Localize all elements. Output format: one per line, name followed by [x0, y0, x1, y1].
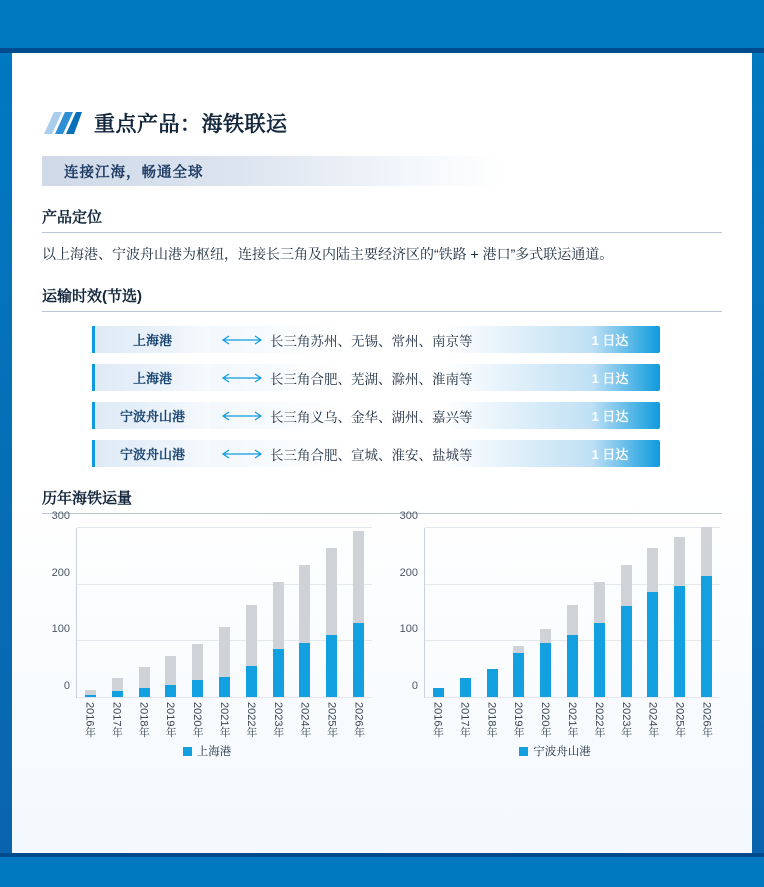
bar-segment-total [192, 644, 203, 680]
x-axis-tick-label: 2025年 [673, 702, 686, 738]
bar-cell [211, 627, 238, 697]
route-destination: 长三角合肥、宣城、淮安、盐城等 [270, 447, 473, 463]
y-axis-tick-label: 200 [399, 566, 418, 579]
bar-segment-total [674, 537, 685, 586]
x-axis-tick-label: 2023年 [271, 702, 284, 738]
x-axis-tick-label: 2021年 [217, 702, 230, 738]
x-axis-tick [532, 698, 559, 737]
bar-segment-port [246, 666, 257, 697]
stacked-bar [139, 667, 150, 697]
header-bar [0, 0, 764, 48]
bar-segment-port [219, 677, 230, 697]
bar-segment-total [139, 667, 150, 688]
bar-segment-total [621, 565, 632, 606]
x-axis-tick [505, 698, 532, 737]
x-axis-tick [318, 698, 345, 737]
route-row [92, 364, 660, 391]
legend-swatch [519, 747, 528, 756]
bar-segment-port [647, 592, 658, 697]
pages-mark-icon [42, 108, 84, 138]
stacked-bar [219, 627, 230, 697]
x-axis-tick-label: 2016年 [83, 702, 96, 738]
bar-segment-total [299, 565, 310, 643]
stacked-bar [540, 629, 551, 697]
subtitle-text: 连接江海，畅通全球 [64, 164, 204, 181]
stacked-bar [594, 582, 605, 697]
bar-segment-total [567, 605, 578, 635]
y-axis-tick-label: 300 [51, 510, 70, 522]
bar-segment-total [326, 548, 337, 635]
stacked-bar [85, 690, 96, 697]
bar-cell [640, 548, 667, 697]
route-list [92, 326, 722, 467]
x-axis-tick [451, 698, 478, 737]
x-axis-tick [666, 698, 693, 737]
bar-segment-port [513, 653, 524, 697]
right-edge-bar [752, 53, 764, 853]
x-axis-tick-label: 2017年 [458, 702, 471, 738]
bar-cell [345, 531, 372, 697]
y-axis-tick-label: 100 [51, 623, 70, 636]
bidirectional-arrow-icon [220, 440, 264, 467]
route-origin: 上海港 [92, 364, 210, 391]
bar-cell [425, 688, 452, 697]
bar-cell [292, 565, 319, 697]
bar-segment-port [594, 623, 605, 697]
route-origin: 宁波舟山港 [92, 440, 210, 467]
x-axis-tick [184, 698, 211, 737]
gridline [63, 680, 372, 698]
bar-cell [131, 667, 158, 697]
stacked-bar [513, 646, 524, 697]
bar-segment-total [513, 646, 524, 653]
page-title-row [42, 108, 722, 138]
x-axis-tick [130, 698, 157, 737]
bar-segment-total [701, 527, 712, 576]
bar-segment-port [273, 649, 284, 697]
route-origin: 宁波舟山港 [92, 402, 210, 429]
x-axis-tick [424, 698, 451, 737]
bar-cell [238, 605, 265, 697]
stacked-bar [460, 678, 471, 697]
y-axis-tick-label: 0 [63, 680, 70, 692]
stacked-bar [112, 678, 123, 697]
x-axis-tick [559, 698, 586, 737]
bar-segment-port [433, 688, 444, 697]
x-axis-tick-label: 2020年 [539, 702, 552, 738]
x-axis-tick-label: 2026年 [352, 702, 365, 738]
x-axis-tick [291, 698, 318, 737]
bar-cell [77, 690, 104, 697]
stacked-bar [299, 565, 310, 697]
x-axis-tick-label: 2021年 [565, 702, 578, 738]
x-axis-tick-label: 2018年 [137, 702, 150, 738]
x-axis-tick [612, 698, 639, 737]
stacked-bar [192, 644, 203, 697]
bar-segment-port [353, 623, 364, 697]
x-axis-tick-label: 2018年 [485, 702, 498, 738]
bar-cell [104, 678, 131, 697]
bar-segment-total [540, 629, 551, 643]
bar-segment-port [701, 576, 712, 697]
x-axis-tick [345, 698, 372, 737]
left-edge-bar [0, 53, 12, 853]
chart-shanghai [42, 510, 372, 759]
legend-label: 宁波舟山港 [533, 746, 591, 759]
y-axis-tick-label: 200 [51, 566, 70, 579]
legend-swatch [183, 747, 192, 756]
bar-segment-total [353, 531, 364, 623]
route-eta: 1 日达 [591, 447, 629, 462]
stacked-bar [433, 688, 444, 697]
x-axis-tick [157, 698, 184, 737]
bar-cell [505, 646, 532, 697]
stacked-bar [165, 656, 176, 697]
x-axis-tick-label: 2023年 [619, 702, 632, 738]
bar-segment-port [85, 695, 96, 697]
section-volume [42, 487, 722, 759]
page-content [42, 108, 722, 759]
section-positioning-heading: 产品定位 [42, 206, 722, 233]
x-axis-tick [478, 698, 505, 737]
chart-shanghai-legend [42, 743, 372, 759]
stacked-bar [621, 565, 632, 697]
bar-segment-port [674, 586, 685, 697]
bar-cell [452, 678, 479, 697]
y-axis-tick-label: 300 [399, 510, 418, 522]
x-axis-tick [103, 698, 130, 737]
section-volume-heading: 历年海铁运量 [42, 487, 722, 514]
bar-cell [586, 582, 613, 697]
stacked-bar [326, 548, 337, 697]
x-axis-tick-label: 2017年 [110, 702, 123, 738]
x-axis-tick [76, 698, 103, 737]
bar-segment-port [139, 688, 150, 697]
y-axis-tick-label: 0 [411, 680, 418, 692]
bar-segment-total [112, 678, 123, 691]
section-positioning-body: 以上海港、宁波舟山港为枢纽，连接长三角及内陆主要经济区的“铁路 + 港口”多式联运通道。 [42, 246, 614, 262]
x-axis-tick-label: 2024年 [298, 702, 311, 738]
stacked-bar [487, 669, 498, 697]
bar-cell [613, 565, 640, 697]
footer-bar [0, 857, 764, 887]
route-eta: 1 日达 [591, 333, 629, 348]
route-eta: 1 日达 [591, 409, 629, 424]
page-title: 重点产品：海铁联运 [94, 113, 288, 136]
x-axis-tick-label: 2019年 [164, 702, 177, 738]
header-accent-line [0, 48, 764, 53]
bar-segment-total [165, 656, 176, 685]
bar-cell [157, 656, 184, 697]
y-axis-tick-label: 100 [399, 623, 418, 636]
bar-segment-port [460, 678, 471, 697]
bar-cell [532, 629, 559, 697]
bar-segment-port [192, 680, 203, 697]
stacked-bar [647, 548, 658, 697]
stacked-bar [567, 605, 578, 697]
x-axis-tick-label: 2024年 [646, 702, 659, 738]
x-axis-tick [693, 698, 720, 737]
bidirectional-arrow-icon [220, 402, 264, 429]
gridline [411, 680, 720, 698]
x-axis-tick [211, 698, 238, 737]
stacked-bar [674, 537, 685, 697]
route-destination: 长三角合肥、芜湖、滁州、淮南等 [270, 371, 473, 387]
route-row [92, 402, 660, 429]
bar-segment-port [112, 691, 123, 697]
bar-cell [318, 548, 345, 697]
bar-segment-port [326, 635, 337, 697]
bar-segment-port [540, 643, 551, 697]
bidirectional-arrow-icon [220, 364, 264, 391]
section-positioning [42, 206, 722, 265]
stacked-bar [273, 582, 284, 697]
route-destination: 长三角义乌、金华、湖州、嘉兴等 [270, 409, 473, 425]
bar-segment-total [594, 582, 605, 623]
chart-ningbo-legend [390, 743, 720, 759]
stacked-bar [246, 605, 257, 697]
route-row [92, 326, 660, 353]
stacked-bar [353, 531, 364, 697]
bar-group [77, 528, 372, 697]
x-axis-tick-label: 2016年 [431, 702, 444, 738]
x-axis-tick-label: 2025年 [325, 702, 338, 738]
legend-label: 上海港 [196, 746, 232, 759]
x-axis-tick [237, 698, 264, 737]
bar-cell [479, 669, 506, 697]
route-origin: 上海港 [92, 326, 210, 353]
chart-ningbo [390, 510, 720, 759]
route-row [92, 440, 660, 467]
x-axis-tick-label: 2019年 [512, 702, 525, 738]
subtitle-band [42, 156, 504, 186]
bar-cell [265, 582, 292, 697]
bar-segment-total [219, 627, 230, 676]
chart-shanghai-plot [51, 510, 372, 698]
bar-cell [559, 605, 586, 697]
stacked-bar [701, 527, 712, 697]
x-axis-tick [585, 698, 612, 737]
bar-group [425, 528, 720, 697]
route-destination: 长三角苏州、无锡、常州、南京等 [270, 333, 473, 349]
chart-ningbo-x-labels [424, 698, 720, 737]
route-eta: 1 日达 [591, 371, 629, 386]
section-transit-heading: 运输时效(节选) [42, 285, 722, 312]
bar-segment-total [647, 548, 658, 592]
x-axis-tick-label: 2020年 [191, 702, 204, 738]
bar-cell [184, 644, 211, 697]
bar-segment-port [165, 685, 176, 697]
chart-shanghai-x-labels [76, 698, 372, 737]
bar-cell [666, 537, 693, 697]
charts-container [42, 510, 722, 759]
bar-cell [693, 527, 720, 697]
x-axis-tick-label: 2022年 [592, 702, 605, 738]
chart-ningbo-plot [399, 510, 720, 698]
bar-segment-total [246, 605, 257, 666]
bar-segment-port [567, 635, 578, 697]
x-axis-tick-label: 2026年 [700, 702, 713, 738]
x-axis-tick [264, 698, 291, 737]
section-transit [42, 285, 722, 467]
bar-segment-total [273, 582, 284, 649]
bar-segment-port [621, 606, 632, 697]
bar-segment-port [299, 643, 310, 697]
bidirectional-arrow-icon [220, 326, 264, 353]
x-axis-tick-label: 2022年 [244, 702, 257, 738]
x-axis-tick [639, 698, 666, 737]
bar-segment-port [487, 669, 498, 697]
